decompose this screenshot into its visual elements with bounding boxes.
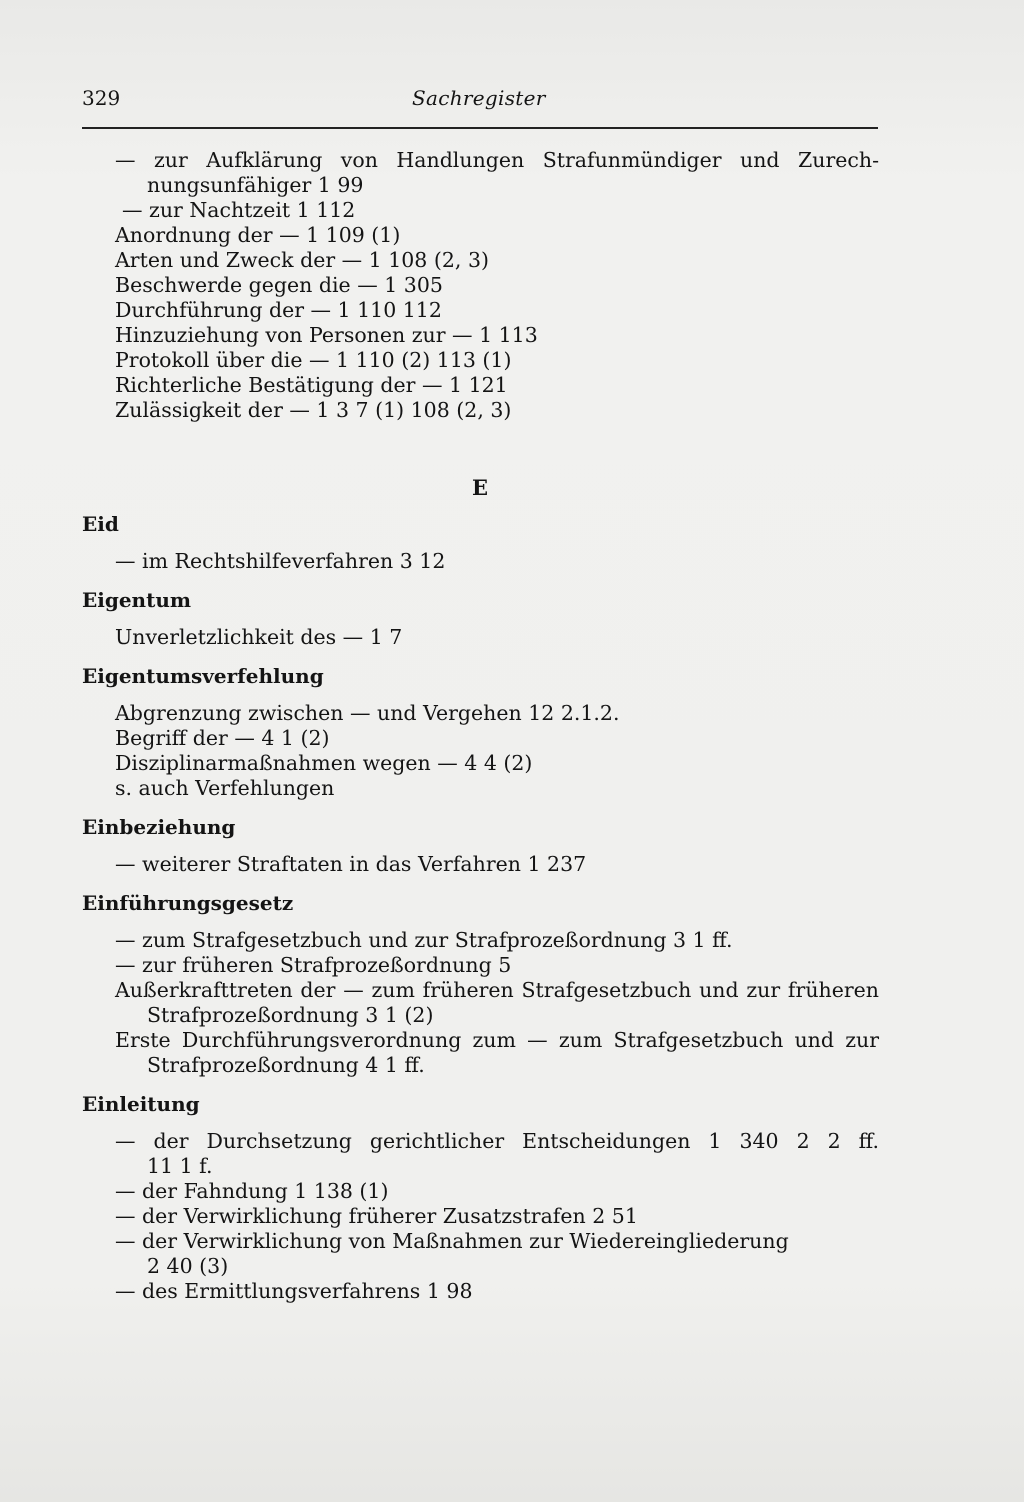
index-line: Disziplinarmaßnahmen wegen — 4 4 (2): [115, 751, 533, 775]
entry-heading-einleitung: Einleitung: [82, 1092, 200, 1116]
index-line: — der Verwirklichung von Maßnahmen zur Wiedereingliederung: [115, 1229, 789, 1253]
page-number: 329: [82, 86, 121, 110]
index-line: Durchführung der — 1 110 112: [115, 298, 442, 322]
index-line: — im Rechtshilfeverfahren 3 12: [115, 549, 446, 573]
index-line: Protokoll über die — 1 110 (2) 113 (1): [115, 348, 512, 372]
index-line: — zur Nachtzeit 1 112: [122, 198, 356, 222]
index-line: — zur Aufklärung von Handlungen Strafunmündiger und Zurech-: [115, 148, 879, 172]
index-line: 2 40 (3): [147, 1254, 229, 1278]
index-line: nungsunfähiger 1 99: [147, 173, 364, 197]
index-line: — des Ermittlungsverfahrens 1 98: [115, 1279, 473, 1303]
page-header: [82, 86, 878, 116]
index-line: Anordnung der — 1 109 (1): [115, 223, 401, 247]
index-line: 11 1 f.: [147, 1154, 213, 1178]
index-line: Strafprozeßordnung 4 1 ff.: [147, 1053, 425, 1077]
index-line: Richterliche Bestätigung der — 1 121: [115, 373, 508, 397]
entry-heading-eigentumsverfehlung: Eigentumsverfehlung: [82, 664, 324, 688]
index-line: Begriff der — 4 1 (2): [115, 726, 330, 750]
index-line: Hinzuziehung von Personen zur — 1 113: [115, 323, 538, 347]
entry-heading-eigentum: Eigentum: [82, 588, 192, 612]
index-body: [82, 148, 882, 1304]
index-line: Zulässigkeit der — 1 3 7 (1) 108 (2, 3): [115, 398, 512, 422]
index-line: Erste Durchführungsverordnung zum — zum Strafgesetzbuch und zur: [115, 1028, 879, 1052]
index-line: — zum Strafgesetzbuch und zur Strafprozeßordnung 3 1 ff.: [115, 928, 733, 952]
index-line: — der Verwirklichung früherer Zusatzstrafen 2 51: [115, 1204, 638, 1228]
index-line: — der Durchsetzung gerichtlicher Entscheidungen 1 340 2 2 ff.: [115, 1129, 879, 1153]
entry-heading-einfuehrungsgesetz: Einführungsgesetz: [82, 891, 294, 915]
index-line: s. auch Verfehlungen: [115, 776, 335, 800]
index-line: Beschwerde gegen die — 1 305: [115, 273, 443, 297]
index-line: — zur früheren Strafprozeßordnung 5: [115, 953, 512, 977]
index-line: Arten und Zweck der — 1 108 (2, 3): [115, 248, 489, 272]
entry-heading-einbeziehung: Einbeziehung: [82, 815, 236, 839]
index-line: Abgrenzung zwischen — und Vergehen 12 2.1.2.: [115, 701, 620, 725]
index-line: — weiterer Straftaten in das Verfahren 1 237: [115, 852, 587, 876]
index-line: Strafprozeßordnung 3 1 (2): [147, 1003, 434, 1027]
section-letter: E: [471, 475, 488, 500]
index-line: Außerkrafttreten der — zum früheren Strafgesetzbuch und zur früheren: [115, 978, 879, 1002]
index-line: — der Fahndung 1 138 (1): [115, 1179, 389, 1203]
entry-heading-eid: Eid: [82, 512, 119, 536]
index-line: Unverletzlichkeit des — 1 7: [115, 625, 403, 649]
header-rule: [82, 127, 878, 129]
running-title: Sachregister: [412, 86, 546, 110]
